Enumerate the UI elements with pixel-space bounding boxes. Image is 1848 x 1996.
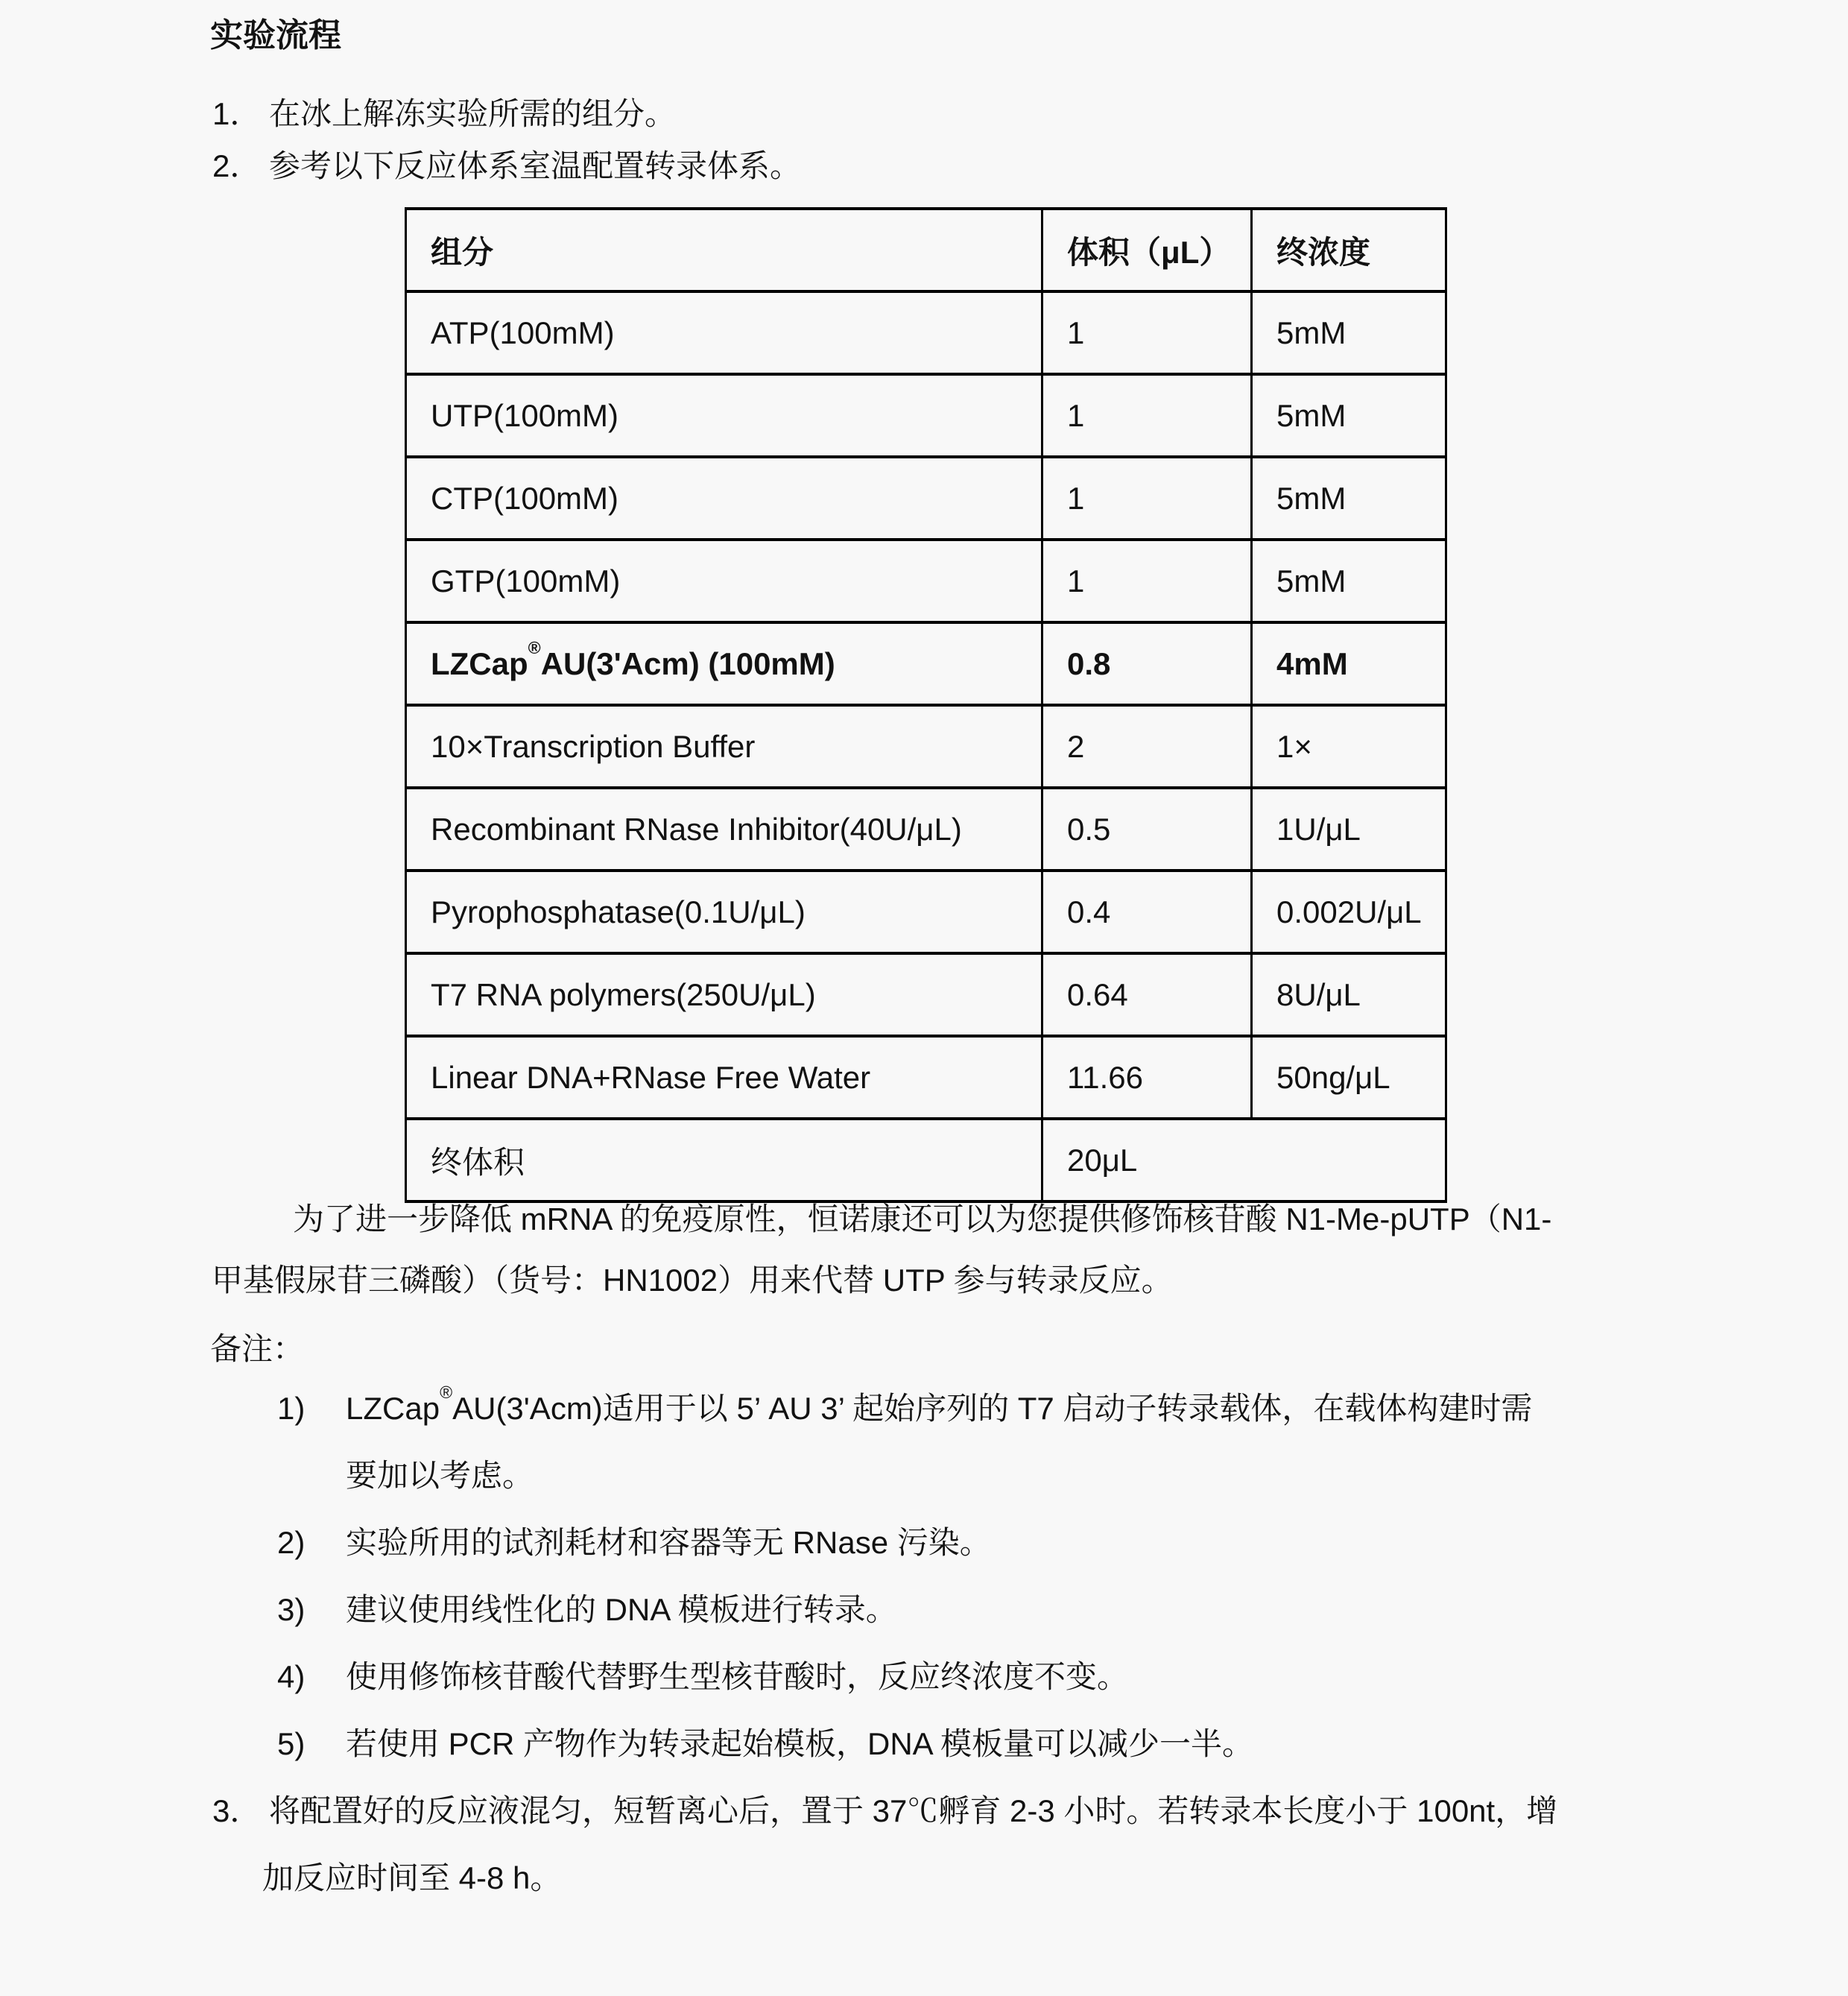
column-header-component: 组分 — [406, 209, 1042, 291]
table-row — [406, 291, 1446, 374]
component-cell: CTP(100mM) — [406, 457, 1042, 540]
note-number: 4) — [277, 1659, 306, 1694]
table-row — [406, 374, 1446, 457]
final-conc-cell: 8U/μL — [1252, 953, 1446, 1036]
registered-trademark-symbol: ® — [440, 1383, 453, 1403]
table-header-row — [406, 209, 1446, 291]
table-row — [406, 1036, 1446, 1119]
step-item-2 — [212, 148, 801, 184]
table-total-row — [406, 1119, 1446, 1201]
volume-cell: 2 — [1042, 705, 1252, 788]
note-item-2 — [277, 1525, 991, 1561]
table-row — [406, 953, 1446, 1036]
note-item-4 — [277, 1659, 1128, 1695]
note-text — [346, 1383, 1533, 1427]
component-text: AU(3'Acm) (100mM) — [540, 645, 835, 681]
final-conc-cell: 1U/μL — [1252, 788, 1446, 871]
step-item-1 — [212, 96, 676, 132]
table-row-lzcap — [406, 622, 1446, 705]
paragraph-line: 为了进一步降低 mRNA 的免疫原性，恒诺康还可以为您提供修饰核苷酸 N1-Me-pUTP（N1- — [293, 1201, 1552, 1237]
note-number: 3) — [277, 1592, 306, 1627]
final-conc-cell: 5mM — [1252, 540, 1446, 622]
registered-trademark-symbol: ® — [528, 637, 541, 657]
final-conc-cell: 0.002U/μL — [1252, 871, 1446, 953]
final-conc-cell: 5mM — [1252, 291, 1446, 374]
component-cell — [406, 622, 1042, 705]
step-number: 2． — [212, 148, 262, 183]
note-text-part: LZCap — [346, 1391, 440, 1426]
note-item-5 — [277, 1726, 1253, 1762]
note-number: 1) — [277, 1391, 306, 1426]
note-text-part: AU(3'Acm)适用于以 5’ AU 3’ 起始序列的 T7 启动子转录载体，在载体构建时需 — [452, 1391, 1533, 1426]
final-conc-cell: 4mM — [1252, 622, 1446, 705]
component-cell: T7 RNA polymers(250U/μL) — [406, 953, 1042, 1036]
volume-cell: 1 — [1042, 540, 1252, 622]
volume-cell: 1 — [1042, 291, 1252, 374]
volume-cell: 1 — [1042, 374, 1252, 457]
final-conc-cell: 5mM — [1252, 374, 1446, 457]
note-number: 2) — [277, 1525, 306, 1560]
note-text: 使用修饰核苷酸代替野生型核苷酸时，反应终浓度不变。 — [346, 1659, 1129, 1694]
total-volume-value: 20μL — [1042, 1119, 1446, 1201]
volume-cell: 0.8 — [1042, 622, 1252, 705]
step-text: 将配置好的反应液混匀，短暂离心后，置于 37℃孵育 2-3 小时。若转录本长度小于 100nt，增 — [269, 1793, 1558, 1828]
step-item-3 — [212, 1793, 1557, 1829]
note-item-1 — [277, 1383, 1533, 1427]
final-conc-cell: 1× — [1252, 705, 1446, 788]
component-cell: UTP(100mM) — [406, 374, 1042, 457]
paragraph-line: 甲基假尿苷三磷酸）（货号：HN1002）用来代替 UTP 参与转录反应。 — [212, 1263, 1173, 1298]
note-text: 若使用 PCR 产物作为转录起始模板，DNA 模板量可以减少一半。 — [346, 1726, 1254, 1761]
table-row — [406, 871, 1446, 953]
table-row — [406, 788, 1446, 871]
table-row — [406, 705, 1446, 788]
volume-cell: 1 — [1042, 457, 1252, 540]
note-number: 5) — [277, 1726, 306, 1761]
page-title: 实验流程 — [210, 17, 341, 54]
note-text: 实验所用的试剂耗材和容器等无 RNase 污染。 — [346, 1525, 991, 1560]
final-conc-cell: 50ng/μL — [1252, 1036, 1446, 1119]
volume-cell: 0.5 — [1042, 788, 1252, 871]
step-number: 1． — [212, 96, 262, 131]
component-cell: GTP(100mM) — [406, 540, 1042, 622]
volume-cell: 11.66 — [1042, 1036, 1252, 1119]
component-cell: 10×Transcription Buffer — [406, 705, 1042, 788]
component-cell: ATP(100mM) — [406, 291, 1042, 374]
volume-cell: 0.64 — [1042, 953, 1252, 1036]
note-item-3 — [277, 1592, 897, 1628]
component-text: LZCap — [431, 645, 528, 681]
column-header-volume: 体积（μL） — [1042, 209, 1252, 291]
final-conc-cell: 5mM — [1252, 457, 1446, 540]
step-number: 3． — [212, 1793, 262, 1828]
note-item-1-continuation: 要加以考虑。 — [346, 1458, 534, 1493]
component-cell: Pyrophosphatase(0.1U/μL) — [406, 871, 1042, 953]
notes-heading: 备注： — [210, 1331, 305, 1366]
component-cell: Recombinant RNase Inhibitor(40U/μL) — [406, 788, 1042, 871]
step-item-3-continuation: 加反应时间至 4-8 h。 — [262, 1860, 562, 1895]
component-cell: Linear DNA+RNase Free Water — [406, 1036, 1042, 1119]
step-text: 在冰上解冻实验所需的组分。 — [269, 96, 677, 131]
table-row — [406, 540, 1446, 622]
step-text: 参考以下反应体系室温配置转录体系。 — [269, 148, 802, 183]
column-header-final-conc: 终浓度 — [1252, 209, 1446, 291]
total-volume-label: 终体积 — [406, 1119, 1042, 1201]
table-row — [406, 457, 1446, 540]
note-text: 建议使用线性化的 DNA 模板进行转录。 — [346, 1592, 897, 1627]
volume-cell: 0.4 — [1042, 871, 1252, 953]
reaction-system-table — [405, 207, 1447, 1203]
